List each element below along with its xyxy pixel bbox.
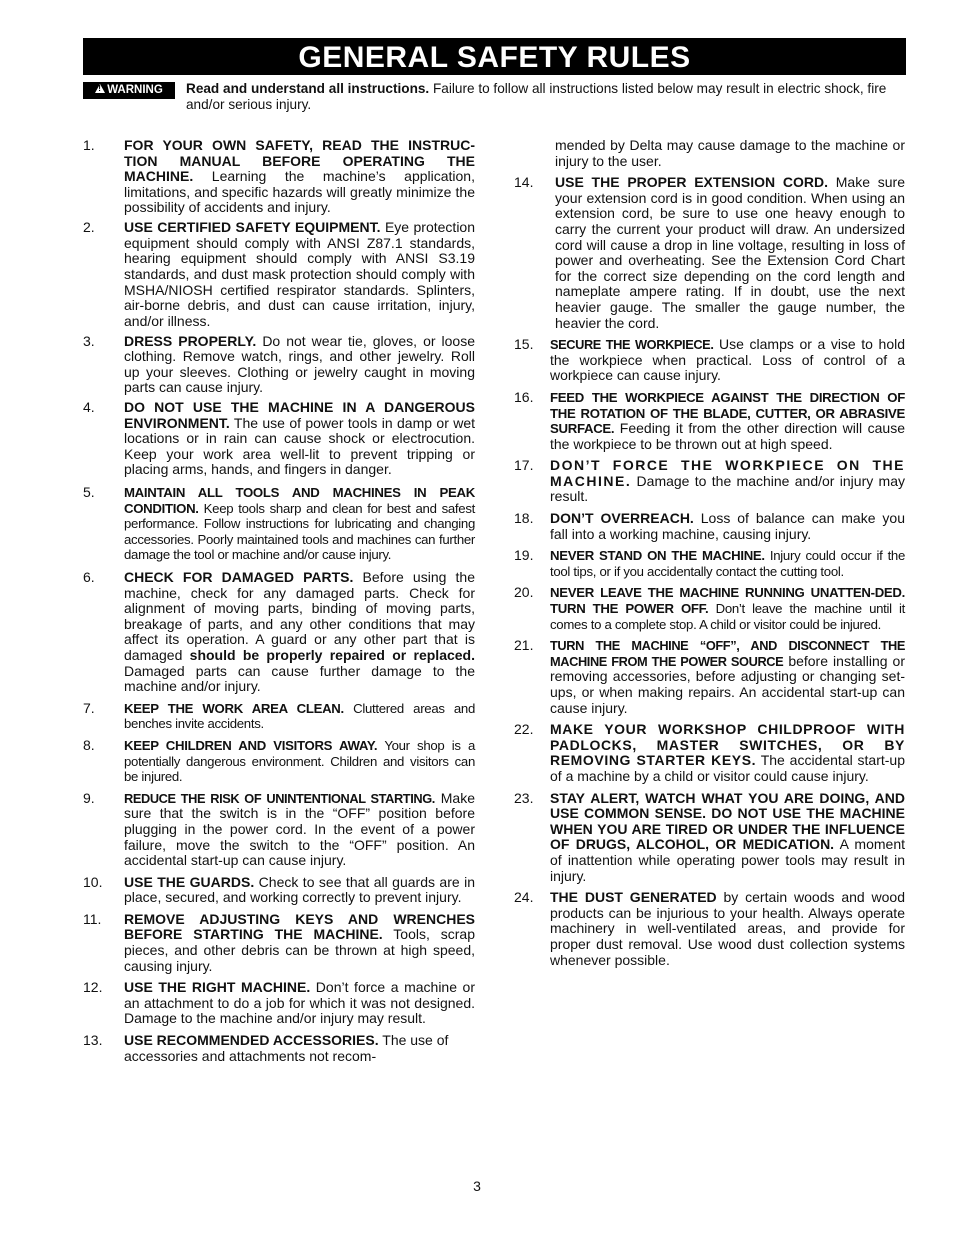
rule-number: 24. [514, 889, 534, 906]
rule-body: Learning the machine’s application, limitations, and specific hazards will greatly minimize the possibility of accidents and injury. [124, 168, 475, 216]
rule-number: 9. [83, 789, 95, 806]
rule-number: 12. [83, 979, 103, 996]
rule-body: The use of accessories and attachments not recom- [124, 1032, 449, 1064]
rule-body: A moment of inattention while operating power tools may result in injury. [550, 836, 905, 884]
rule-number: 10. [83, 873, 103, 890]
rule-item [83, 570, 475, 695]
warning-triangle-icon [95, 84, 105, 93]
rule-number: 23. [514, 789, 534, 806]
rule-heading: DO NOT USE THE MACHINE IN A DANGEROUS ENVIRONMENT. [124, 399, 475, 431]
rule-item [83, 738, 475, 785]
rule-heading: FEED THE WORKPIECE AGAINST THE DIRECTION OF THE ROTATION OF THE BLADE, CUTTER, OR ABRASIVE SURFACE. [550, 389, 905, 437]
rule-continuation: mended by Delta may cause damage to the machine or injury to the user. [555, 137, 905, 169]
rule-body: Your shop is a potentially dangerous environment. Children and visitors can be injured. [124, 737, 475, 785]
rule-heading: USE RECOMMENDED ACCESSORIES. [124, 1032, 379, 1049]
rule-item [83, 1033, 475, 1064]
warning-body: Failure to follow all instructions listed below may result in electric shock, fire and/or serious injury. [186, 81, 887, 112]
warning-bold: Read and understand all instructions. [186, 81, 430, 96]
rule-body: Keep tools sharp and clean for best and safest performance. Follow instructions for lubricating and changing accessories. Poorly maintained tools and machines can further damage the tool or machine and/or cause injury. [124, 500, 475, 563]
rule-heading: USE CERTIFIED SAFETY EQUIPMENT. [124, 219, 381, 236]
rule-number: 18. [514, 510, 534, 527]
rule-heading: DRESS PROPERLY. [124, 332, 257, 349]
rule-heading: NEVER STAND ON THE MACHINE. [550, 548, 765, 564]
page-number: 3 [473, 1178, 481, 1194]
rule-heading: REMOVE ADJUSTING KEYS AND WRENCHES BEFORE STARTING THE MACHINE. [124, 910, 475, 943]
rule-body: Loss of balance can make you fall into a working machine, causing injury. [550, 510, 905, 542]
rule-number: 1. [83, 137, 95, 153]
warning-badge [83, 82, 175, 99]
title-bar [83, 38, 906, 75]
rule-body: Use clamps or a vise to hold the workpiece when practical. Loss of control of a workpiece can cause injury. [550, 336, 906, 384]
rule-number: 21. [514, 637, 534, 654]
rule-item [514, 791, 905, 885]
rule-item [83, 980, 475, 1027]
rule-body: Check to see that all guards are in place, secured, and working correctly to prevent injury. [124, 873, 476, 906]
rule-heading: SECURE THE WORKPIECE. [550, 337, 714, 353]
rule-body-continued: Damaged parts can cause further damage to the machine and/or injury. [124, 662, 475, 695]
rule-body: Make sure your extension cord is in good condition. When using an extension cord, be sure to use one heavy enough to carry the current your product will draw. An undersized cord will cause a drop in line voltage, resulting in loss of power and overheating. See the Extension Cord Chart for the correct size depending on the cord length and nameplate ampere rating. If in doubt, use the next heavier gauge. The smaller the gauge number, the heavier the cord. [555, 174, 906, 331]
rule-heading: TURN THE MACHINE “OFF”, AND DISCONNECT THE MACHINE FROM THE POWER SOURCE [550, 638, 905, 669]
rule-body: Cluttered areas and benches invite accidents. [124, 700, 475, 732]
rule-item [83, 791, 475, 869]
rule-heading: FOR YOUR OWN SAFETY, READ THE INSTRUC-TION MANUAL BEFORE OPERATING THE MACHINE. [124, 137, 475, 185]
rule-heading: CHECK FOR DAMAGED PARTS. [124, 569, 354, 585]
rule-number: 15. [514, 336, 534, 353]
rule-number: 16. [514, 388, 534, 405]
rule-body: by certain woods and wood products can be injurious to your health. Always operate machinery in well-ventilated areas, and provide for proper dust removal. Use wood dust collection systems whenever possible. [550, 889, 905, 968]
rule-number: 8. [83, 736, 95, 753]
rule-body: The use of power tools in damp or wet locations or in rain can cause shock or electrocution. Keep your work area well-lit to prevent tripping or placing arms, hands, and fingers in danger. [124, 414, 475, 478]
rule-emphasis: should be properly repaired or replaced. [189, 646, 475, 663]
rule-heading: DON’T FORCE THE WORKPIECE ON THE MACHINE. [550, 457, 905, 489]
page-title: GENERAL SAFETY RULES [298, 41, 691, 74]
rule-item [514, 585, 905, 632]
rule-item [83, 701, 475, 732]
right-column [514, 138, 905, 974]
rule-body: Damage to the machine and/or injury may result. [550, 472, 905, 505]
rule-heading: THE DUST GENERATED [550, 889, 717, 906]
rule-heading: STAY ALERT, WATCH WHAT YOU ARE DOING, AND USE COMMON SENSE. DO NOT USE THE MACHINE WHEN YOU ARE TIRED OR UNDER THE INFLUENCE OF DRUGS, ALCOHOL, OR MEDICATION. [550, 789, 905, 853]
rule-body: Do not wear tie, gloves, or loose clothing. Remove watch, rings, and other jewelry. Roll up your sleeves. Clothing or jewelry caught in moving parts can cause injury. [124, 332, 475, 396]
rule-body: Feeding it from the other direction will cause the workpiece to be thrown out at high speed. [550, 420, 905, 452]
rule-heading: KEEP CHILDREN AND VISITORS AWAY. [124, 737, 378, 753]
rule-heading: USE THE RIGHT MACHINE. [124, 979, 311, 996]
rule-item [514, 458, 905, 505]
rule-heading: DON’T OVERREACH. [550, 510, 694, 527]
rule-item [514, 175, 905, 331]
warning-statement [83, 81, 906, 112]
rule-item [514, 390, 905, 452]
rule-number: 4. [83, 399, 95, 416]
rule-heading: USE THE PROPER EXTENSION CORD. [555, 174, 828, 191]
rule-item [514, 890, 905, 968]
rule-body: Injury could occur if the tool tips, or if you accidentally contact the cutting tool. [550, 548, 906, 579]
warning-text [186, 81, 906, 112]
rule-heading: MAKE YOUR WORKSHOP CHILDPROOF WITH PADLOCKS, MASTER SWITCHES, OR BY REMOVING STARTER KEYS. [550, 721, 905, 769]
rule-number: 2. [83, 219, 95, 236]
rule-item [83, 334, 475, 396]
rule-number: 14. [514, 174, 534, 191]
rule-item [83, 875, 475, 906]
rule-body: Before using the machine, check for any damaged parts. Check for alignment of moving parts, binding of moving parts, breakage of parts, and any other conditions that may affect its operation. A guard or any other part that is damaged [124, 569, 475, 663]
rule-item [514, 511, 905, 542]
rule-item [514, 337, 905, 384]
rule-item [514, 638, 905, 716]
rule-number: 3. [83, 332, 95, 349]
rule-number: 6. [83, 569, 95, 585]
rule-body: The accidental start-up of a machine by a child or visitor could cause injury. [550, 752, 905, 784]
rule-number: 20. [514, 584, 534, 601]
rule-body: Make sure that the switch is in the “OFF” position before plugging in the power cord. In the event of a power failure, move the switch to the “OFF” position. An accidental start-up can cause injury. [124, 789, 476, 869]
rule-item [514, 548, 905, 579]
rule-heading: USE THE GUARDS. [124, 873, 255, 890]
rule-number: 5. [83, 484, 95, 501]
rule-number: 11. [83, 910, 102, 927]
rule-body: Tools, scrap pieces, and other debris can be thrown at high speed, causing injury. [124, 926, 475, 974]
rule-number: 7. [83, 699, 95, 716]
rule-body: before installing or removing accessories, before adjusting or changing set-ups, or when making repairs. An accidental start-up can cause injury. [550, 652, 905, 716]
rule-number: 13. [83, 1032, 103, 1049]
rule-number: 17. [514, 457, 534, 474]
rule-number: 19. [514, 547, 534, 564]
rule-number: 22. [514, 721, 534, 738]
left-column [83, 138, 475, 1068]
rule-body: Don’t leave the machine until it comes to a complete stop. A child or visitor could be injured. [550, 601, 905, 632]
rule-heading: MAINTAIN ALL TOOLS AND MACHINES IN PEAK CONDITION. [124, 485, 475, 516]
rule-body: Eye protection equipment should comply with ANSI Z87.1 standards, hearing equipment should comply with ANSI S3.19 standards, and dust mask protection should comply with MSHA/NIOSH certified respirator standards. Splinters, air-borne debris, and dust can cause irritation, injury, and/or illness. [124, 219, 476, 329]
rule-item [83, 485, 475, 563]
rule-body: Don’t force a machine or an attachment to do a job for which it was not designed. Damage to the machine and/or injury may result. [124, 979, 476, 1027]
rule-item [83, 220, 475, 329]
rule-heading: KEEP THE WORK AREA CLEAN. [124, 700, 344, 716]
rule-item [83, 912, 475, 974]
rule-heading: NEVER LEAVE THE MACHINE RUNNING UNATTEN-DED. TURN THE POWER OFF. [550, 585, 905, 617]
rule-item [83, 400, 475, 478]
rule-heading: REDUCE THE RISK OF UNINTENTIONAL STARTING. [124, 790, 435, 806]
warning-badge-label: WARNING [107, 84, 163, 96]
rule-item [83, 138, 475, 216]
rule-item [514, 722, 905, 784]
